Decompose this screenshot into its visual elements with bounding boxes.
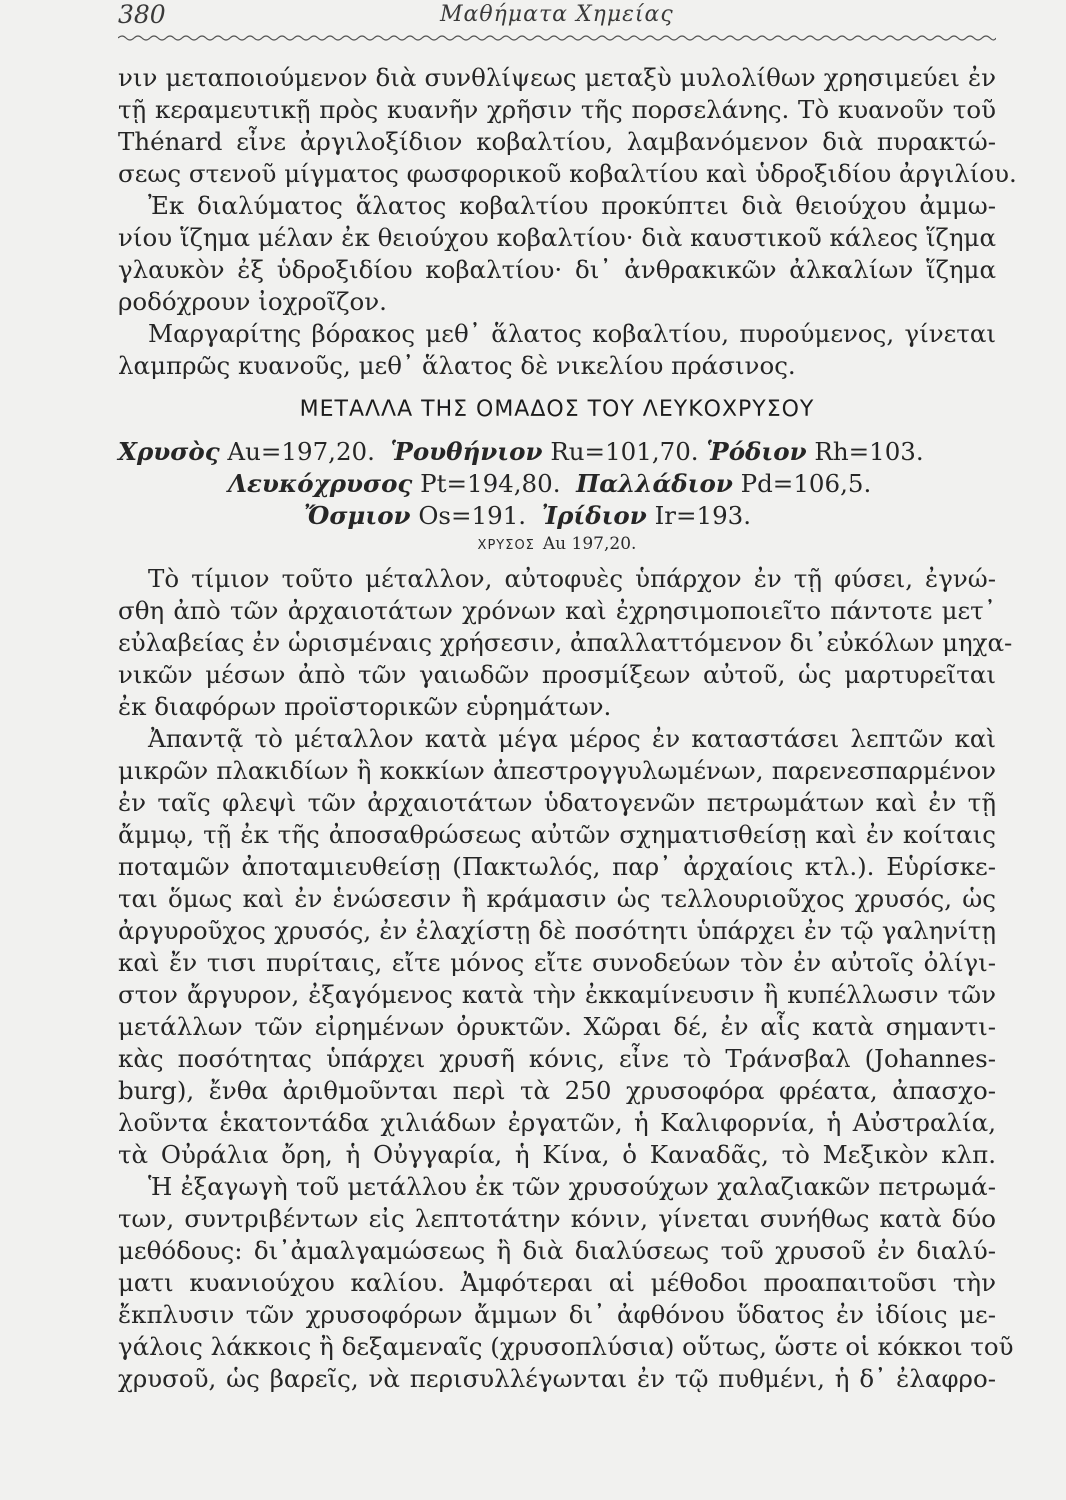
element-name: Χρυσὸς (118, 437, 220, 466)
element-name: Ῥόδιον (706, 437, 807, 466)
text-line: εὐλαβείας ἐν ὡρισμέναις χρήσεσιν, ἀπαλλαττόμενον δι᾽εὐκόλων μηχα- (118, 628, 1013, 657)
header-wavy-rule (118, 34, 996, 42)
element-value: Au=197,20. (227, 437, 375, 466)
text-line: Τὸ τίμιον τοῦτο μέταλλον, αὐτοφυὲς ὑπάρχον ἐν τῇ φύσει, ἐγνώ- (148, 564, 996, 593)
element-name: Ῥουθήνιον (390, 437, 543, 466)
text-line: τῇ κεραμευτικῇ πρὸς κυανῆν χρῆσιν τῆς πορσελάνης. Τὸ κυανοῦν τοῦ (118, 95, 996, 124)
text-line: Ἡ ἐξαγωγὴ τοῦ μετάλλου ἐκ τῶν χρυσούχων χαλαζιακῶν πετρωμά- (148, 1172, 996, 1201)
text-line: λαμπρῶς κυανοῦς, μεθ᾽ ἅλατος δὲ νικελίου πράσινος. (118, 351, 796, 380)
element-list-line-2 (118, 468, 996, 500)
text-line: ποταμῶν ἀποταμιευθείσῃ (Πακτωλός, παρ᾽ ἀρχαίοις κτλ.). Εὑρίσκε- (118, 852, 996, 881)
text-line: ἐν ταῖς φλεψὶ τῶν ἀρχαιοτάτων ὑδατογενῶν πετρωμάτων καὶ ἐν τῇ (118, 788, 996, 817)
gold-heading-label: ΧΡΥΣΟΣ (477, 538, 535, 553)
text-line: ἀργυροῦχος χρυσός, ἐν ἐλαχίστῃ δὲ ποσότητι ὑπάρχει ἐν τῷ γαληνίτῃ (118, 916, 996, 945)
text-line: Ἐκ διαλύματος ἅλατος κοβαλτίου προκύπτει διὰ θειούχου ἀμμω- (148, 191, 996, 220)
text-line: ἔκπλυσιν τῶν χρυσοφόρων ἄμμων δι᾽ ἀφθόνου ὕδατος ἐν ἰδίοις με- (118, 1300, 996, 1329)
text-line: νιν μεταποιούμενον διὰ συνθλίψεως μεταξὺ μυλολίθων χρησιμεύει ἐν (118, 63, 996, 92)
element-value: Os=191. (418, 501, 527, 530)
text-line: νίου ἵζημα μέλαν ἐκ θειούχου κοβαλτίου· διὰ καυστικοῦ κάλεος ἵζημα (118, 223, 996, 252)
text-line: μετάλλων τῶν εἰρημένων ὀρυκτῶν. Χῶραι δέ, ἐν αἷς κατὰ σημαντι- (118, 1012, 996, 1041)
element-name: Ἰρίδιον (541, 501, 647, 530)
element-value: Ir=193. (654, 501, 752, 530)
text-line: μικρῶν πλακιδίων ἢ κοκκίων ἀπεστρογγυλωμένων, παρενεσπαρμένον (118, 756, 996, 785)
text-line: ματι κυανιούχου καλίου. Ἀμφότεραι αἱ μέθοδοι προαπαιτοῦσι τὴν (118, 1268, 996, 1297)
text-line: των, συντριβέντων εἰς λεπτοτάτην κόνιν, γίνεται συνήθως κατὰ δύο (118, 1204, 996, 1233)
text-line: Thénard εἶνε ἀργιλοξίδιον κοβαλτίου, λαμβανόμενον διὰ πυρακτώ- (118, 127, 996, 156)
element-value: Rh=103. (814, 437, 924, 466)
text-line: γλαυκὸν ἐξ ὑδροξιδίου κοβαλτίου· δι᾽ ἀνθρακικῶν ἀλκαλίων ἵζημα (118, 255, 996, 284)
text-line: τὰ Οὐράλια ὄρη, ἡ Οὐγγαρία, ἡ Κίνα, ὁ Καναδᾶς, τὸ Μεξικὸν κλπ. (118, 1140, 996, 1169)
text-line: γάλοις λάκκοις ἢ δεξαμεναῖς (χρυσοπλύσια) οὕτως, ὥστε οἱ κόκκοι τοῦ (118, 1332, 1014, 1361)
text-line: χρυσοῦ, ὡς βαρεῖς, νὰ περισυλλέγωνται ἐν τῷ πυθμένι, ἡ δ᾽ ἐλαφρο- (118, 1364, 996, 1393)
element-name: Παλλάδιον (576, 469, 733, 498)
gold-heading-value: Au 197,20. (542, 534, 637, 554)
element-value: Ru=101,70. (550, 437, 699, 466)
text-line: ροδόχρουν ἰοχροῖζον. (118, 287, 387, 316)
element-name: Λευκόχρυσος (228, 469, 413, 498)
text-line: burg), ἔνθα ἀριθμοῦνται περὶ τὰ 250 χρυσοφόρα φρέατα, ἀπασχο- (118, 1076, 996, 1105)
text-line: Ἀπαντᾷ τὸ μέταλλον κατὰ μέγα μέρος ἐν καταστάσει λεπτῶν καὶ (148, 724, 996, 753)
page-number: 380 (118, 0, 166, 29)
text-line: μεθόδους: δι᾽ἀμαλγαμώσεως ἢ διὰ διαλύσεως τοῦ χρυσοῦ ἐν διαλύ- (118, 1236, 996, 1265)
text-line: καὶ ἔν τισι πυρίταις, εἴτε μόνος εἴτε συνοδεύων τὸν ἐν αὐτοῖς ὀλίγι- (118, 948, 996, 977)
element-value: Pd=106,5. (740, 469, 872, 498)
text-line: ἐκ διαφόρων προϊστορικῶν εὑρημάτων. (118, 692, 612, 721)
text-line: νικῶν μέσων ἀπὸ τῶν γαιωδῶν προσμίξεων αὐτοῦ, ὡς μαρτυρεῖται (118, 660, 996, 689)
element-list-line-3 (118, 500, 996, 532)
text-line: κὰς ποσότητας ὑπάρχει χρυσῆ κόνις, εἶνε τὸ Τράνσβαλ (Johannes- (118, 1044, 996, 1073)
text-line: ται ὅμως καὶ ἐν ἑνώσεσιν ἢ κράμασιν ὡς τελλουριοῦχος χρυσός, ὡς (118, 884, 996, 913)
element-list-line-1 (118, 436, 996, 468)
text-line: σεως στενοῦ μίγματος φωσφορικοῦ κοβαλτίου καὶ ὑδροξιδίου ἀργιλίου. (118, 159, 1017, 188)
text-line: σθη ἀπὸ τῶν ἀρχαιοτάτων χρόνων καὶ ἐχρησιμοποιεῖτο πάντοτε μετ᾽ (118, 596, 996, 625)
text-line: Μαργαρίτης βόρακος μεθ᾽ ἅλατος κοβαλτίου, πυρούμενος, γίνεται (148, 319, 996, 348)
text-line: ἄμμῳ, τῇ ἐκ τῆς ἀποσαθρώσεως αὐτῶν σχηματισθείσῃ καὶ ἐν κοίταις (118, 820, 996, 849)
element-value: Pt=194,80. (420, 469, 561, 498)
element-name: Ὄσμιον (304, 501, 411, 530)
gold-heading (118, 534, 996, 554)
running-title: Μαθήματα Χημείας (440, 2, 674, 27)
text-line: λοῦντα ἑκατοντάδα χιλιάδων ἐργατῶν, ἡ Καλιφορνία, ἡ Αὐστραλία, (118, 1108, 996, 1137)
text-line: στον ἄργυρον, ἐξαγόμενος κατὰ τὴν ἐκκαμίνευσιν ἢ κυπέλλωσιν τῶν (118, 980, 996, 1009)
section-heading: ΜΕΤΑΛΛΑ ΤΗΣ ΟΜΑΔΟΣ ΤΟΥ ΛΕΥΚΟΧΡΥΣΟΥ (299, 397, 815, 422)
